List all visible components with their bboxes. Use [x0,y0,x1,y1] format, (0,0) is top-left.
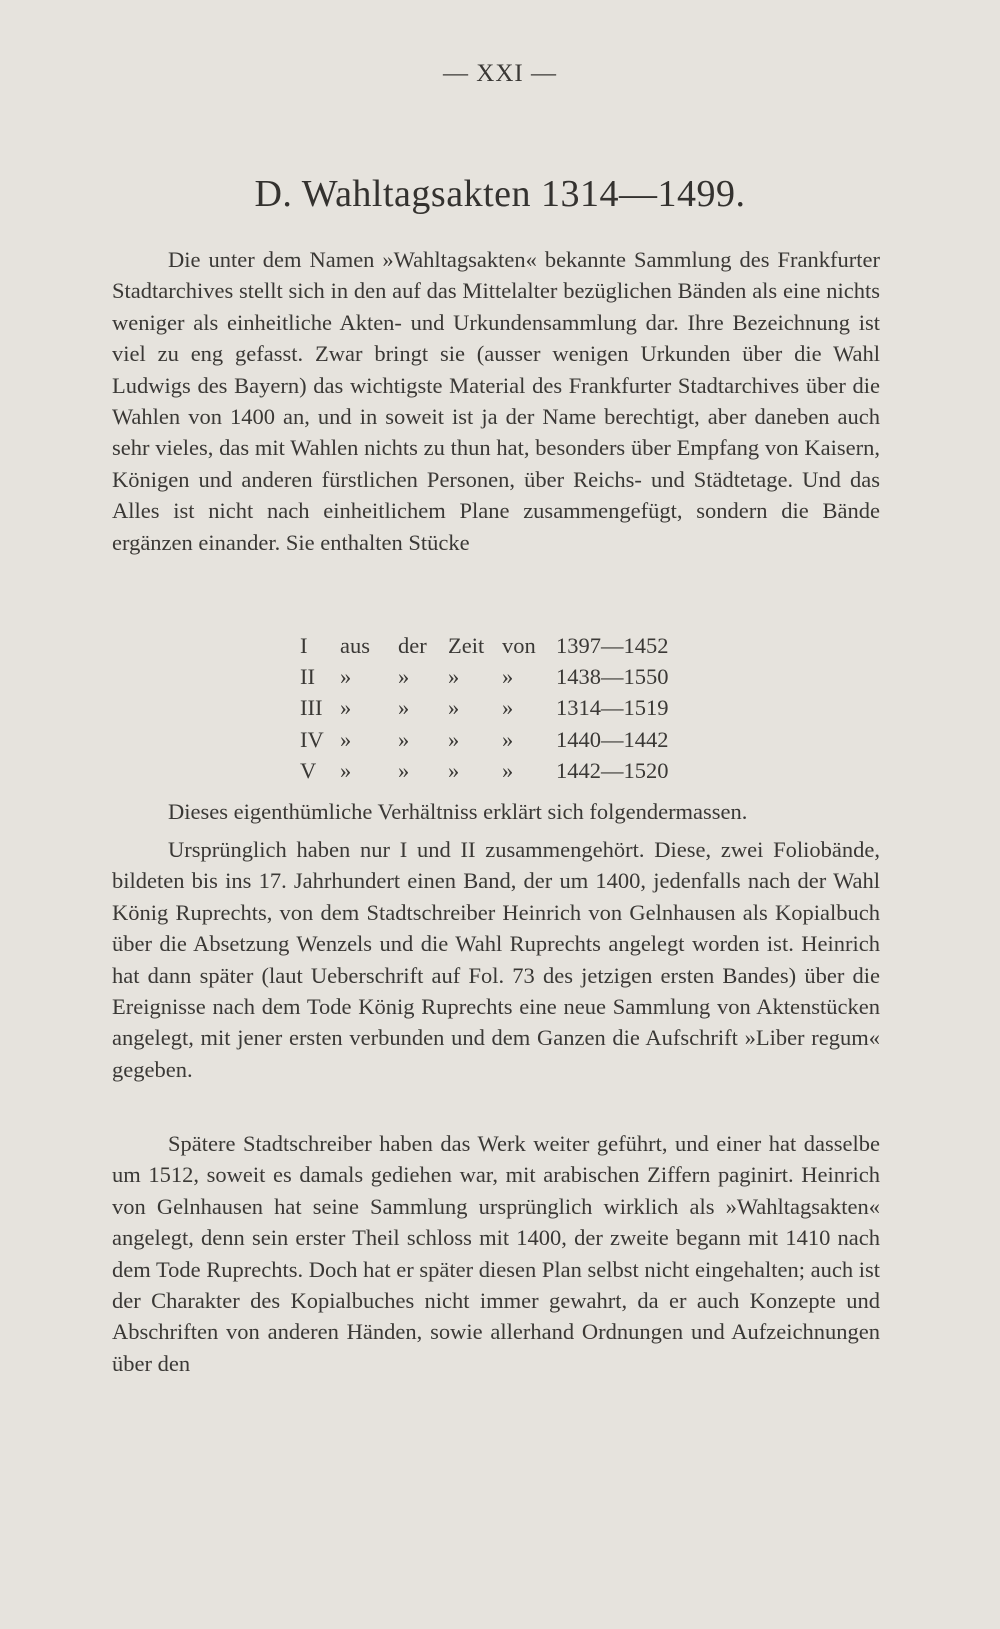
volume-number: III [300,695,323,721]
volume-range: 1440—1442 [556,726,669,752]
volume-cell: von [502,633,536,658]
volume-number: IV [300,726,324,752]
paragraph-intro: Die unter dem Namen »Wahltagsakten« bekannte Sammlung des Frankfurter Stadtarchives stellt sich in den auf das Mittelalter bezüglichen Bänden als eine nichts weniger als einheitliche Akten- und Urkundensammlung dar. Ihre Bezeichnung ist viel zu eng gefasst. Zwar bringt sie (ausser wenigen Urkunden über die Wahl Ludwigs des Bayern) das wichtigste Material des Frankfurter Stadtarchives über die Wahlen von 1400 an, und in soweit ist ja der Name berechtigt, aber daneben auch sehr vieles, das mit Wahlen nichts zu thun hat, besonders über Empfang von Kaisern, Königen und anderen fürstlichen Personen, über Reichs- und Städtetage. Und das Alles ist nicht nach einheitlichem Plane zusammengefügt, sondern die Bände ergänzen einander. Sie enthalten Stücke [112,247,880,555]
paragraph-explanation-lead: Dieses eigenthümliche Verhältniss erklärt sich folgendermassen. [168,799,748,824]
page-number: — XXI — [443,60,557,87]
volume-cell: Zeit [448,633,485,658]
volume-cell: » [502,726,514,752]
volume-cell: der [398,633,427,658]
volume-range: 1314—1519 [556,695,669,721]
volume-cell: aus [340,633,370,658]
volume-cell: » [398,664,410,690]
paragraph-origin: Ursprünglich haben nur I und II zusammengehört. Diese, zwei Foliobände, bildeten bis ins 17. Jahrhundert einen Band, der um 1400, jedenfalls nach der Wahl König Ruprechts, von dem Stadtschreiber Heinrich von Gelnhausen als Kopialbuch über die Absetzung Wenzels und die Wahl Ruprechts angelegt worden ist. Heinrich hat dann später (laut Ueberschrift auf Fol. 73 des jetzigen ersten Bandes) über die Ereignisse nach dem Tode König Ruprechts eine neue Sammlung von Aktenstücken angelegt, mit jener ersten verbunden und dem Ganzen die Aufschrift »Liber regum« gegeben. [112,837,880,1082]
volume-number: I [300,633,308,658]
table-row [300,724,669,755]
volume-cell: » [448,695,460,721]
table-row [300,661,669,692]
volume-cell: » [448,726,460,752]
volume-cell: » [398,726,410,752]
volume-cell: » [502,695,514,721]
table-row [300,692,669,723]
volume-cell: » [502,757,514,783]
table-row [300,630,669,661]
volume-cell: » [340,664,352,690]
volume-number: II [300,664,315,690]
volume-cell: » [340,726,352,752]
volume-cell: » [502,664,514,690]
volume-cell: » [448,757,460,783]
volume-range: 1397—1452 [556,633,669,658]
table-row [300,755,669,786]
paragraph-later-scribes: Spätere Stadtschreiber haben das Werk weiter geführt, und einer hat dasselbe um 1512, soweit es damals gediehen war, mit arabischen Ziffern paginirt. Heinrich von Gelnhausen hat seine Sammlung ursprünglich wirklich als »Wahltagsakten« angelegt, denn sein erster Theil schloss mit 1400, der zweite begann mit 1410 nach dem Tode Ruprechts. Doch hat er später diesen Plan selbst nicht eingehalten; auch ist der Charakter des Kopialbuches nicht immer gewahrt, da er auch Konzepte und Abschriften von anderen Händen, sowie allerhand Ordnungen und Aufzeichnungen über den [112,1131,880,1376]
volume-table [300,630,669,786]
volume-number: V [300,757,317,783]
section-title: D. Wahltagsakten 1314—1499. [254,173,746,215]
volume-cell: » [398,757,410,783]
volume-range: 1442—1520 [556,757,669,783]
volume-range: 1438—1550 [556,664,669,690]
volume-cell: » [398,695,410,721]
volume-cell: » [448,664,460,690]
volume-cell: » [340,757,352,783]
volume-cell: » [340,695,352,721]
